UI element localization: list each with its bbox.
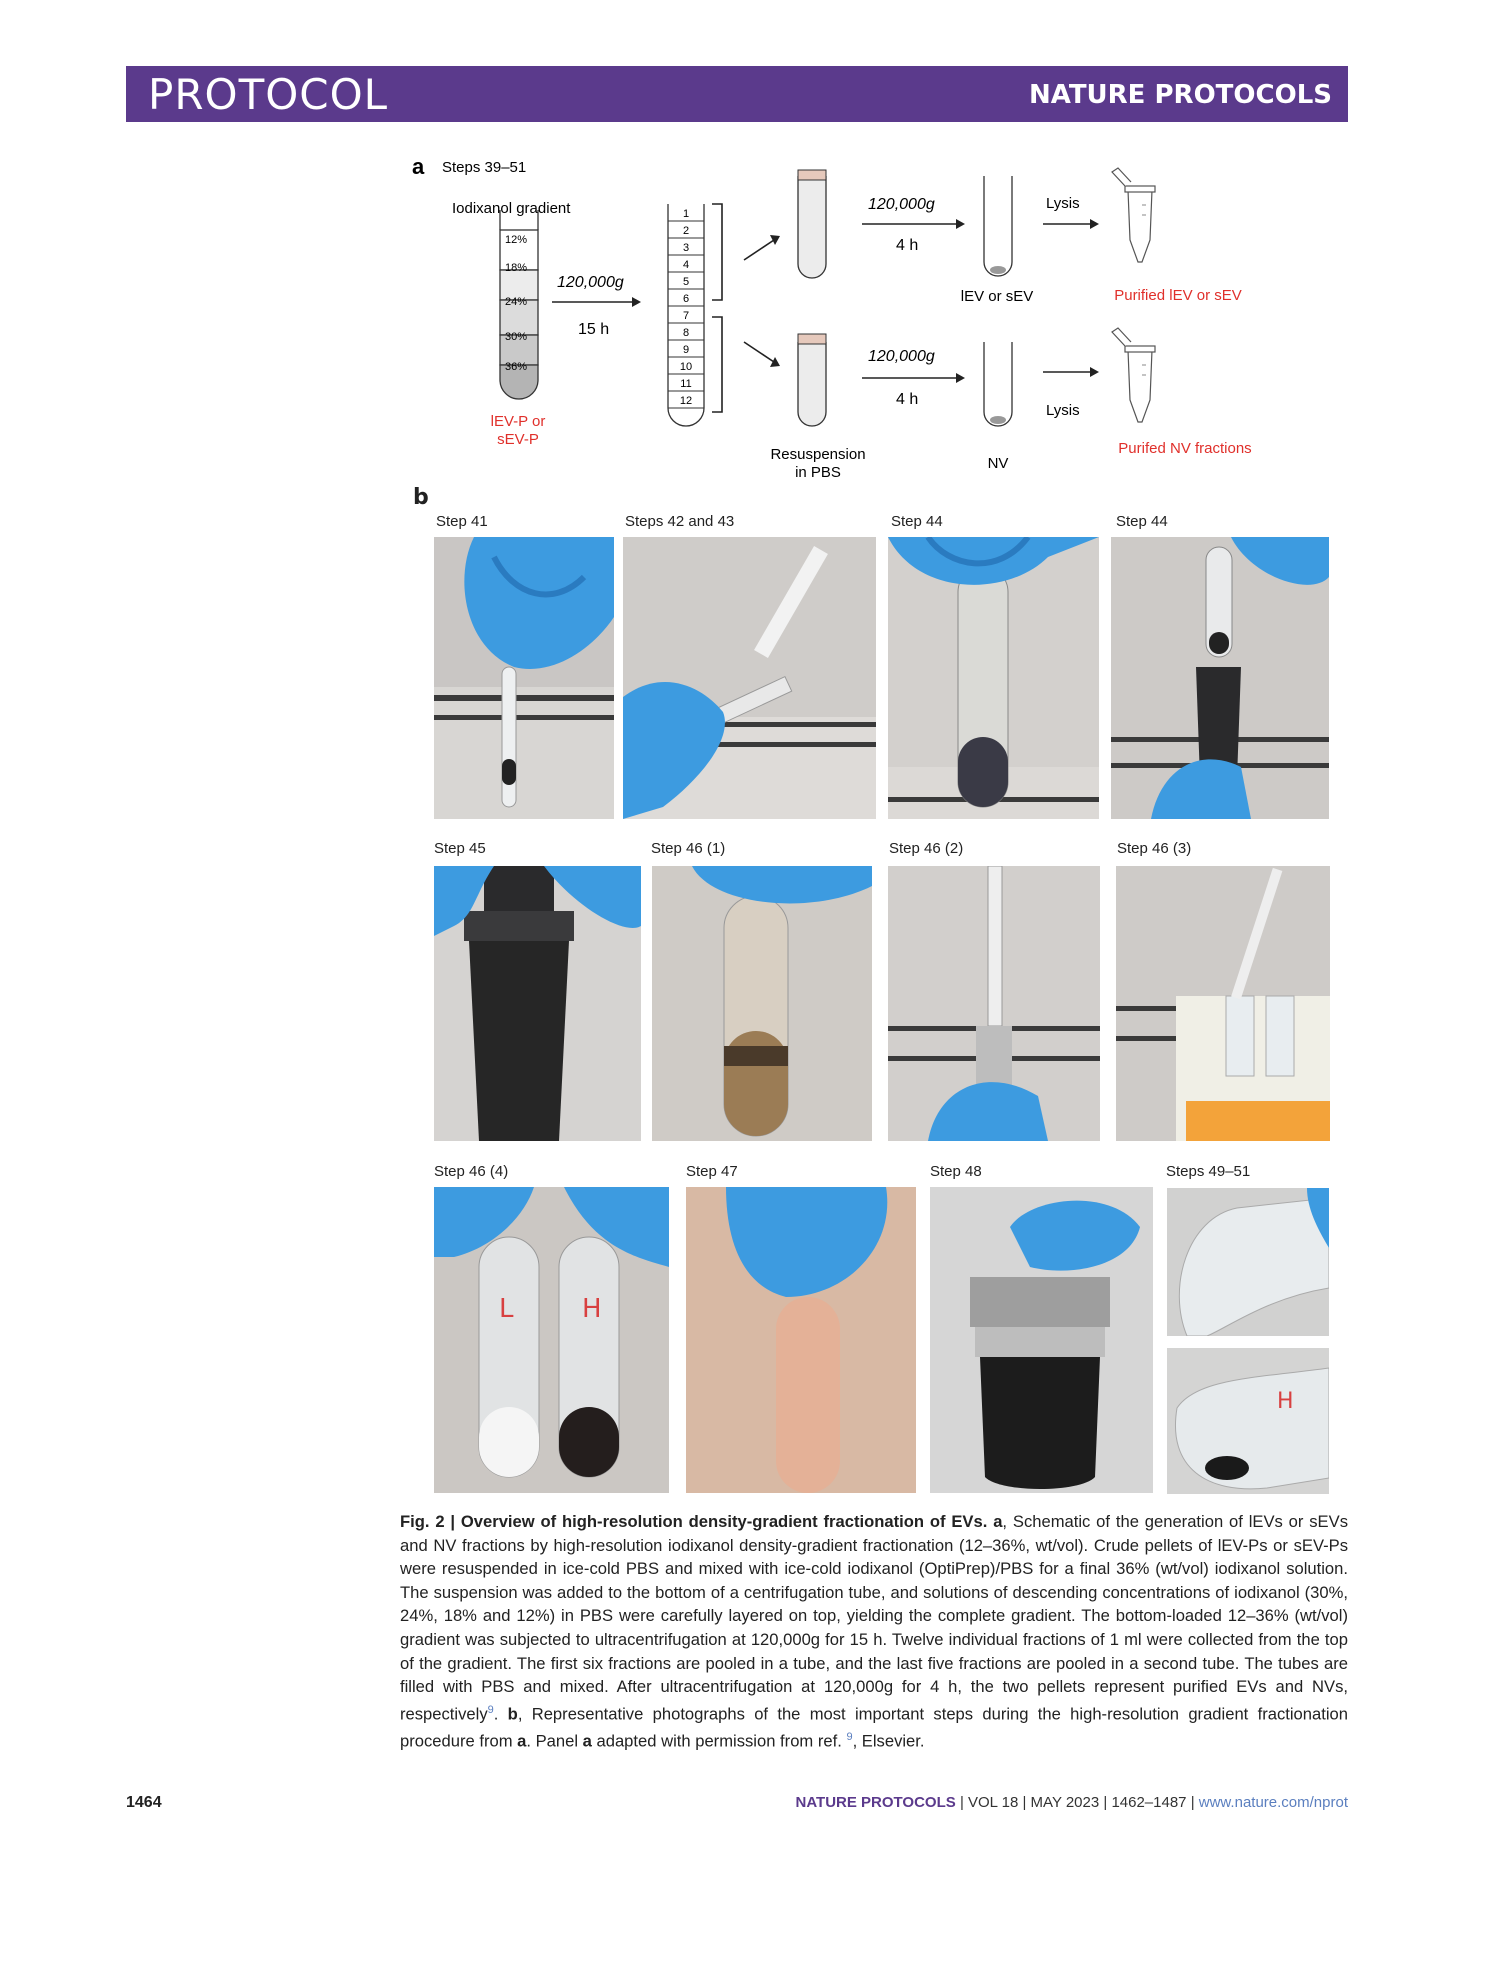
fraction-number: 9: [682, 344, 690, 356]
footer-url[interactable]: www.nature.com/nprot: [1198, 1794, 1348, 1811]
top-spin-time: 4 h: [896, 237, 919, 254]
photo-step-46-1: [652, 866, 872, 1141]
bracket-top: [712, 204, 722, 300]
caption-b-text-3: adapted with permission from ref.: [591, 1731, 847, 1751]
top-pellet-label: lEV or sEV: [960, 288, 1034, 305]
photo-step-41: [434, 537, 614, 819]
photo-step-45: [434, 866, 641, 1141]
fraction-number: 1: [682, 208, 690, 220]
photo-label: Step 44: [1116, 513, 1168, 530]
conc-label: 18%: [505, 262, 528, 274]
caption-b-a: a: [517, 1731, 527, 1751]
bottom-spin-time: 4 h: [896, 391, 919, 408]
caption-b-letter: b: [507, 1704, 518, 1724]
spin1-time: 15 h: [578, 321, 610, 338]
panel-a-letter: a: [412, 154, 425, 179]
bracket-bottom: [712, 317, 722, 412]
photo-label: Step 46 (1): [651, 840, 726, 857]
tube-mark-h: H: [582, 1294, 602, 1324]
tube-mark-l: L: [499, 1294, 514, 1324]
spin1-speed: 120,000g: [557, 274, 624, 291]
top-spin-speed: 120,000g: [868, 196, 935, 213]
conc-label: 24%: [505, 296, 528, 308]
resuspension-label-1: Resuspension: [770, 446, 866, 463]
photo-label: Step 45: [434, 840, 486, 857]
footer-journal: NATURE PROTOCOLS: [795, 1794, 956, 1811]
caption-b-a2: a: [582, 1731, 592, 1751]
panel-b-letter: b: [413, 485, 429, 510]
photo-label: Step 48: [930, 1163, 982, 1180]
caption-b-text-1: , Representative photographs of the most important steps during the high-resolution gradient fractionation procedure from: [400, 1704, 1348, 1751]
fraction-number: 11: [680, 378, 692, 390]
fraction-number: 6: [682, 293, 690, 305]
conc-label: 36%: [505, 361, 528, 373]
caption-a-letter: a: [993, 1512, 1003, 1531]
fraction-number: 10: [679, 361, 693, 373]
photo-label: Steps 49–51: [1166, 1163, 1251, 1180]
fraction-number: 7: [682, 310, 690, 322]
header-bar: [126, 66, 1348, 122]
top-lysis-label: Lysis: [1046, 195, 1080, 212]
tube-mark-h2: H: [1277, 1389, 1294, 1414]
photo-steps-49-51-bottom: [1167, 1348, 1329, 1494]
gradient-tube: [500, 210, 538, 399]
caption-b-text-2: . Panel: [526, 1731, 583, 1751]
photo-step-46-2: [888, 866, 1100, 1141]
photo-label: Step 46 (2): [889, 840, 964, 857]
fraction-number: 3: [682, 242, 690, 254]
figure-caption: Fig. 2 | Overview of high-resolution density-gradient fractionation of EVs. a, Schematic of the generation of lEVs or sEVs and NV fractions by high-resolution iodixanol density-gradient fractionation (12–36%, wt/vol). Crude pellets of lEV-Ps or sEV-Ps were resuspended in ice-cold PBS and mixed with ice-cold iodixanol (OptiPrep)/PBS for a final 36% (wt/vol) iodixanol solution. The suspension was added to the bottom of a centrifugation tube, and solutions of descending concentrations of iodixanol (30%, 24%, 18% and 12%) in PBS were carefully layered on top, yielding the complete gradient. The bottom-loaded 12–36% (wt/vol) gradient was subjected to ultracentrifugation at 120,000g for 15 h. Twelve individual fractions of 1 ml were collected from the top of the gradient. The first six fractions are pooled in a tube, and the last five fractions are pooled in a second tube. The tubes are filled with PBS and mixed. After ultracentrifugation at 120,000g for 4 h, the two pellets represent purified EVs and NVs, respectively$^9$. b, Representative photographs of the most important steps during the high-resolution gradient fractionation procedure from a. Panel a adapted with permission from ref. $^9$, Elsevier.: [400, 1512, 1348, 1751]
diag-arrow-up: [744, 240, 774, 260]
photo-step-44b: [1111, 537, 1329, 819]
resuspension-tube-top: [798, 170, 826, 278]
caption-a-text: , Schematic of the generation of lEVs or sEVs and NV fractions by high-resolution iodixanol density-gradient fractionation (12–36%, wt/vol). Crude pellets of lEV-Ps or sEV-Ps were resuspended in ice-cold PBS and mixed with ice-cold iodixanol (OptiPrep)/PBS for a final 36% (wt/vol) iodixanol solution. The suspension was added to the bottom of a centrifugation tube, and solutions of descending concentrations of iodixanol (30%, 24%, 18% and 12%) in PBS were carefully layered on top, yielding the complete gradient. The bottom-loaded 12–36% (wt/vol) gradient was subjected to ultracentrifugation at 120,000g for 15 h. Twelve individual fractions of 1 ml were collected from the top of the gradient. The first six fractions are pooled in a tube, and the last five fractions are pooled in a second tube. The tubes are filled with PBS and mixed. After ultracentrifugation at 120,000g for 4 h, the two pellets represent purified EVs and NVs, respectively: [400, 1512, 1348, 1724]
photo-step-46-4: [434, 1187, 669, 1493]
fraction-tube: [668, 204, 704, 426]
pellet-tube-top: [984, 176, 1012, 276]
photo-step-44a: [888, 537, 1099, 819]
photo-step-47: [686, 1187, 916, 1493]
conc-label: 12%: [505, 234, 528, 246]
panel-a-steps: Steps 39–51: [442, 159, 527, 176]
eppendorf-top: [1112, 168, 1155, 262]
top-product-label: Purified lEV or sEV: [1114, 287, 1242, 304]
bottom-spin-speed: 120,000g: [868, 348, 935, 365]
caption-ref[interactable]: 9: [487, 1703, 494, 1716]
photo-steps-42-43: [623, 537, 876, 819]
footer-details: | VOL 18 | MAY 2023 | 1462–1487 |: [955, 1794, 1199, 1811]
panel-a-schematic: [400, 150, 1350, 490]
sample-label-2: sEV-P: [497, 431, 539, 448]
diag-arrow-down: [744, 342, 774, 362]
photo-label: Step 47: [686, 1163, 738, 1180]
caption-b-ref[interactable]: 9: [846, 1730, 853, 1743]
photo-label: Steps 42 and 43: [625, 513, 735, 530]
photo-step-46-3: [1116, 866, 1330, 1141]
fraction-number: 8: [682, 327, 690, 339]
sample-label-1: lEV-P or: [490, 413, 546, 430]
resuspension-label-2: in PBS: [795, 464, 841, 481]
conc-label: 30%: [505, 331, 528, 343]
page-number: 1464: [126, 1794, 162, 1811]
fraction-number: 2: [682, 225, 690, 237]
journal-name: NATURE PROTOCOLS: [1028, 80, 1332, 110]
fraction-number: 4: [682, 259, 690, 271]
caption-title: Fig. 2 | Overview of high-resolution density-gradient fractionation of EVs.: [400, 1512, 988, 1531]
fraction-number: 12: [679, 395, 693, 407]
photo-label: Step 46 (4): [434, 1163, 509, 1180]
photo-steps-49-51-top: [1167, 1188, 1329, 1336]
caption-b-text-4: , Elsevier.: [852, 1731, 925, 1751]
bottom-product-label: Purifed NV fractions: [1118, 440, 1252, 457]
section-title: PROTOCOL: [148, 70, 389, 119]
footer-citation: [795, 1794, 1348, 1811]
photo-label: Step 46 (3): [1117, 840, 1192, 857]
gradient-title: Iodixanol gradient: [452, 200, 571, 217]
photo-step-48: [930, 1187, 1153, 1493]
resuspension-tube-bottom: [798, 334, 826, 426]
eppendorf-bottom: [1112, 328, 1155, 422]
bottom-lysis-label: Lysis: [1046, 402, 1080, 419]
fraction-number: 5: [682, 276, 690, 288]
photo-label: Step 44: [891, 513, 943, 530]
bottom-pellet-label: NV: [987, 455, 1009, 472]
pellet-tube-bottom: [984, 342, 1012, 426]
photo-label: Step 41: [436, 513, 488, 530]
